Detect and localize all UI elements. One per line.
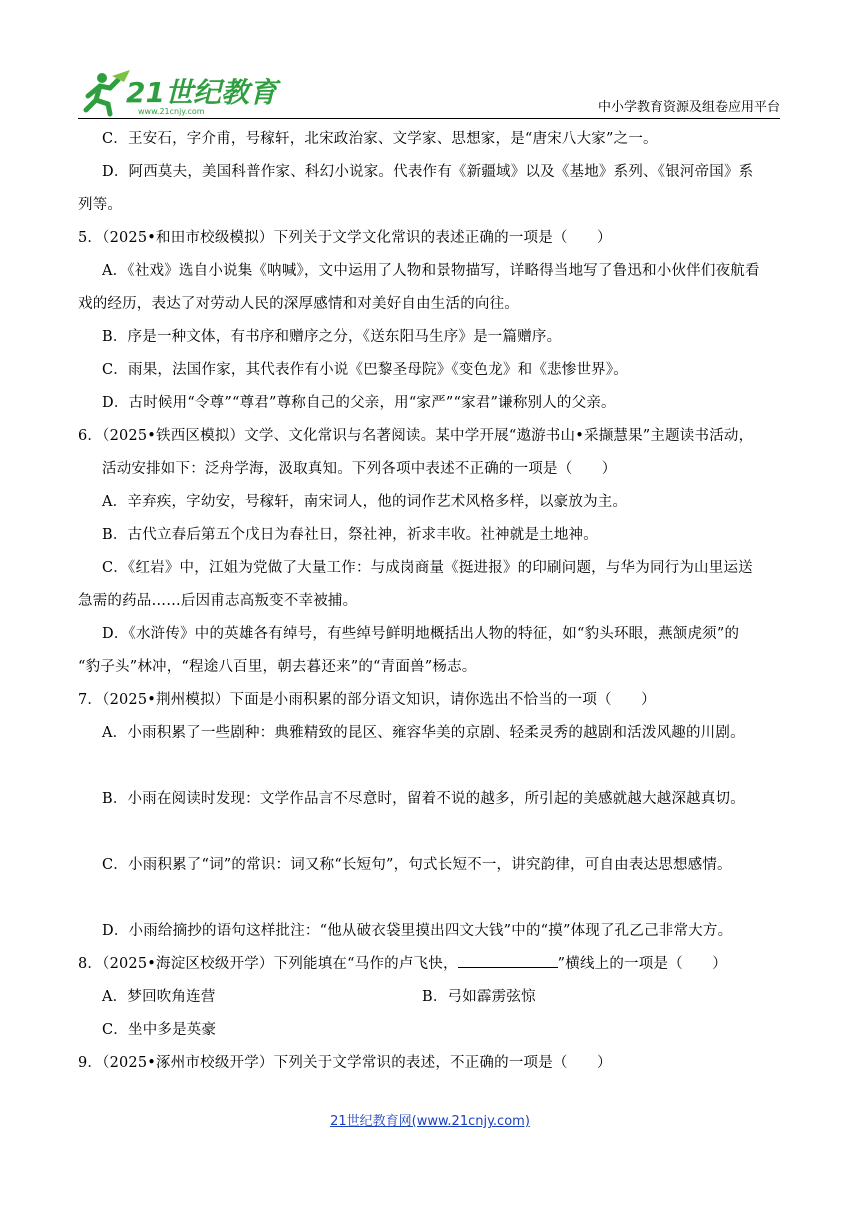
question-6: 6．（2025•铁西区模拟）文学、文化常识与名著阅读。某中学开展“遨游书山•采撷慧果”主题读书活动，	[78, 428, 754, 444]
option-line: A．小雨积累了一些剧种：典雅精致的昆区、雍容华美的京剧、轻柔灵秀的越剧和活泼风趣的川剧。	[102, 725, 745, 741]
option-line-continued: 列等。	[78, 197, 123, 213]
question-6-continued: 活动安排如下：泛舟学海，汲取真知。下列各项中表述不正确的一项是（ ）	[102, 461, 617, 477]
option-line: B．小雨在阅读时发现：文学作品言不尽意时，留着不说的越多，所引起的美感就越大越深越真切。	[102, 791, 745, 807]
option-a: A．梦回吹角连营	[102, 989, 216, 1005]
header-divider	[78, 118, 780, 119]
option-line-continued: 急需的药品……后因甫志高叛变不幸被捕。	[78, 593, 358, 609]
fill-blank	[458, 953, 558, 968]
question-5: 5．（2025•和田市校级模拟）下列关于文学文化常识的表述正确的一项是（ ）	[78, 230, 612, 246]
page-footer	[0, 1110, 860, 1129]
option-line: D．《水浒传》中的英雄各有绰号，有些绰号鲜明地概括出人物的特征，如“豹头环眼，燕颔虎须”的	[102, 626, 740, 642]
question-8: 8．（2025•海淀区校级开学）下列能填在“马作的卢飞快， ”横线上的一项是（ ）	[78, 948, 780, 981]
question-7: 7．（2025•荆州模拟）下面是小雨积累的部分语文知识，请你选出不恰当的一项（ ）	[78, 692, 656, 708]
question-content	[78, 123, 780, 1080]
page-header	[78, 66, 780, 120]
option-line: C．雨果，法国作家，其代表作有小说《巴黎圣母院》《变色龙》和《悲惨世界》。	[102, 362, 628, 378]
option-line: D．古时候用“令尊”“尊君”尊称自己的父亲，用“家严”“家君”谦称别人的父亲。	[102, 395, 616, 411]
logo-url: www.21cnjy.com	[138, 107, 205, 116]
option-line: C．王安石，字介甫，号稼轩，北宋政治家、文学家、思想家，是“唐宋八大家”之一。	[102, 131, 658, 147]
option-line: A．《社戏》选自小说集《呐喊》，文中运用了人物和景物描写，详略得当地写了鲁迅和小伙伴们夜航看	[102, 263, 760, 279]
option-line: D．阿西莫夫，美国科普作家、科幻小说家。代表作有《新疆域》以及《基地》系列、《银河帝国》系	[102, 164, 754, 180]
option-line: B．古代立春后第五个戊日为春社日，祭社神，祈求丰收。社神就是土地神。	[102, 527, 598, 543]
option-c: C．坐中多是英豪	[102, 1022, 217, 1038]
option-line-continued: 戏的经历，表达了对劳动人民的深厚感情和对美好自由生活的向往。	[78, 296, 519, 312]
option-line-continued: “豹子头”林冲，“程途八百里，朝去暮还来”的“青面兽”杨志。	[78, 659, 477, 675]
option-line: B．序是一种文体，有书序和赠序之分，《送东阳马生序》是一篇赠序。	[102, 329, 562, 345]
option-line: C．《红岩》中，江姐为党做了大量工作：与成岗商量《挺进报》的印刷问题，与华为同行为山里运送	[102, 560, 753, 576]
site-logo	[78, 66, 318, 118]
platform-name: 中小学教育资源及组卷应用平台	[597, 100, 780, 115]
runner-logo-icon	[86, 70, 130, 114]
option-line: A．辛弃疾，字幼安，号稼轩，南宋词人，他的词作艺术风格多样，以豪放为主。	[102, 494, 628, 510]
option-line: D．小雨给摘抄的语句这样批注：“他从破衣袋里摸出四文大钱”中的“摸”体现了孔乙己非常大方。	[102, 923, 733, 939]
option-line: C．小雨积累了“词”的常识：词又称“长短句”，句式长短不一，讲究韵律，可自由表达思想感情。	[102, 857, 732, 873]
option-row	[78, 981, 780, 1014]
question-9: 9．（2025•涿州市校级开学）下列关于文学常识的表述，不正确的一项是（ ）	[78, 1055, 612, 1071]
footer-link[interactable]: 21世纪教育网(www.21cnjy.com)	[330, 1114, 530, 1129]
logo-text: 21世纪教育	[126, 76, 277, 109]
option-b: B．弓如霹雳弦惊	[422, 989, 536, 1005]
